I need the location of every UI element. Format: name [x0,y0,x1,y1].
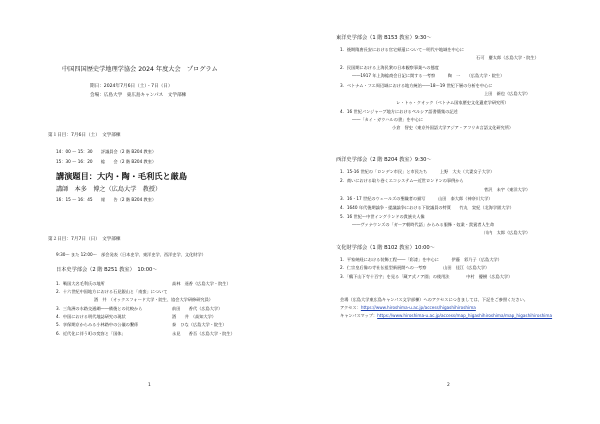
japan-item-title: 5．享保期京からみる小林路中の公儀の繋係 [56,322,139,327]
west-item: 1．15-16 世紀の「ロンデン市民」と市民たち 上野 大夫（大妻女子大学） [340,169,495,174]
japan-item-presenter: 高林 遥香（広島大学・院生） [172,281,231,286]
west-item: 4．1640 年代後期論争・提議論争における下院議員の特質 竹丸 実紀（北海学園大学） [340,205,514,210]
lecturer: 講師 本多 博之（広島大学 教授） [56,186,162,193]
east-item: ――「カイ・ガウハルの書」を中心に [352,117,424,122]
day1-item: 14：00 ～ 15：30 評議員会（2 階 B204 教室） [56,149,157,154]
day2-heading: 第２日目：7月7日（日） 文学部棟 [48,237,121,242]
east-item: 上田 新也（広島大学） [484,91,531,96]
page-number: 1 [148,383,151,388]
west-item: 3．16・17 世紀のウェールズの聖職者の描写 山田 泰大郎（神奈川大学） [340,196,493,201]
program-title: 中国四国歴史学地理学協会 2024 年度大会 プログラム [62,66,218,73]
campus-map-link[interactable]: https://www.hiroshima-u.ac.jp/access/map_higashihiroshima/map_higashihiroshima [377,313,553,318]
east-item: 2．民国期における上海民衆の日本観察事業への態度 [340,65,439,70]
west-item: 菅沢 未宇（東洋大学） [484,187,531,192]
lecture-title: 講演題目：大内・陶・毛利氏と厳島 [56,171,188,181]
japan-item-title: 4．中国における明代地誌研究の現状 [56,314,126,319]
map-row [340,314,552,319]
day1-heading: 第１日目：7月6日（土） 文学部棟 [48,133,121,138]
japan-item-title: 1．戦国大名毛利氏の地所 [56,281,105,286]
japan-item-presenter: 酒 井 （高知大学） [172,314,216,319]
culture-item: 2．仁宗皇后像の寺社伝祖型新展開への一考察 山田 佳江（広島大学） [340,265,490,270]
japan-item-title: 6．近代化に伴う町の変容と「国体」 [56,331,126,336]
east-heading: 東洋史学部会（1 階 B153 教室）9:30～ [336,35,432,41]
page-2 [300,0,600,424]
culture-heading: 文化財学部会（1 階 B102 教室）10:00～ [336,245,435,251]
day1-report: 16：15 ～ 16：45 報 告（2 階 B204 教室） [56,197,157,202]
japan-item-presenter: 永見 香吾（広島大学・院生） [172,331,235,336]
event-date: 期日：2024年7月6日（土）・7日（日） [90,84,173,89]
east-item: 石可 慶太郎（広島大学・院生） [476,55,539,60]
west-item: 川内 太郎（広島大学） [484,230,531,235]
west-item: ――ヴァナウンズの「ガーア朝時代語」からみる服飾・奴業・貴賓者人生命 [352,222,495,227]
east-item: 1．後期隋唐長安における官宅帰還について－明代や地域を中心に [340,47,465,52]
japan-heading: 日本史学部会（2 階 B251 教室） 10:00～ [56,267,158,273]
page-number: 2 [447,383,450,388]
access-label: アクセス： [340,305,361,310]
japan-item-presenter: 前田 香代（広島大学） [172,306,223,311]
culture-item: 3．「鶴下山下寺十百字」を見る「蔵ア式ノア園」の使用法 中村 優樹（広島大学） [340,274,513,279]
west-item: 5．16 世紀～中世イングランドの貴族夫人像 [340,214,425,219]
access-row [340,306,476,311]
japan-item-presenter: 酒 井 （オックスフォード大学・院生、協会大学研修研究員） [94,297,213,302]
east-item: 3．ベトナム・フエ周辺域における地方統治――18～19 世紀下層の分析を中心に [340,83,493,88]
east-item: レ・トゥ・クオック（ベトナム国家歴史文化遺産学研究所） [396,100,509,105]
access-notice: 会場（広島大学東広島キャンパス文学部棟）へのアクセスにつきましては、下記をご参照ください。 [340,297,528,302]
map-label: キャンパスマップ： [340,313,378,318]
japan-item-title: 2．十六世紀中国地方における石見銀山と「南蛮」について [56,289,168,294]
event-venue: 会場：広島大学 東広島キャンパス 文学部棟 [90,93,187,98]
japan-item-title: 3．三角洲の水路交通網――備後との比較から [56,306,143,311]
day1-item: 15：30 ～ 16：20 総 会（2 階 B204 教室） [56,159,157,164]
culture-item: 1．平家納経における装飾工程――「彩漆」を中心に 伊藤 彩乃子（広島大学） [340,257,502,262]
japan-item-presenter: 泰 ひな（広島大学・院生） [172,322,227,327]
west-heading: 西洋史学部会（2 階 B204 教室）9:30～ [336,157,432,163]
east-item: 4．16 世紀パンジャーブ地方におけるペルシア語書簡集の記述 [340,109,458,114]
east-item: 小倉 智史（東京外国語大学アジア・アフリカ言語文化研究所） [392,125,514,130]
west-item: 2．商いにおける取り巻くエコシステム―近世ロンドンの事例から [340,178,464,183]
east-item: ――1917 年上海総商会日記に関する一考察 陶 一 （広島大学・院生） [352,73,505,78]
access-link[interactable]: https://www.hiroshima-u.ac.jp/access/higashihiroshima [360,305,476,310]
day2-note: 9:30～ また 12:00～ 部会発表（日本史学、東洋史学、西洋史学、文化財学） [56,252,206,257]
